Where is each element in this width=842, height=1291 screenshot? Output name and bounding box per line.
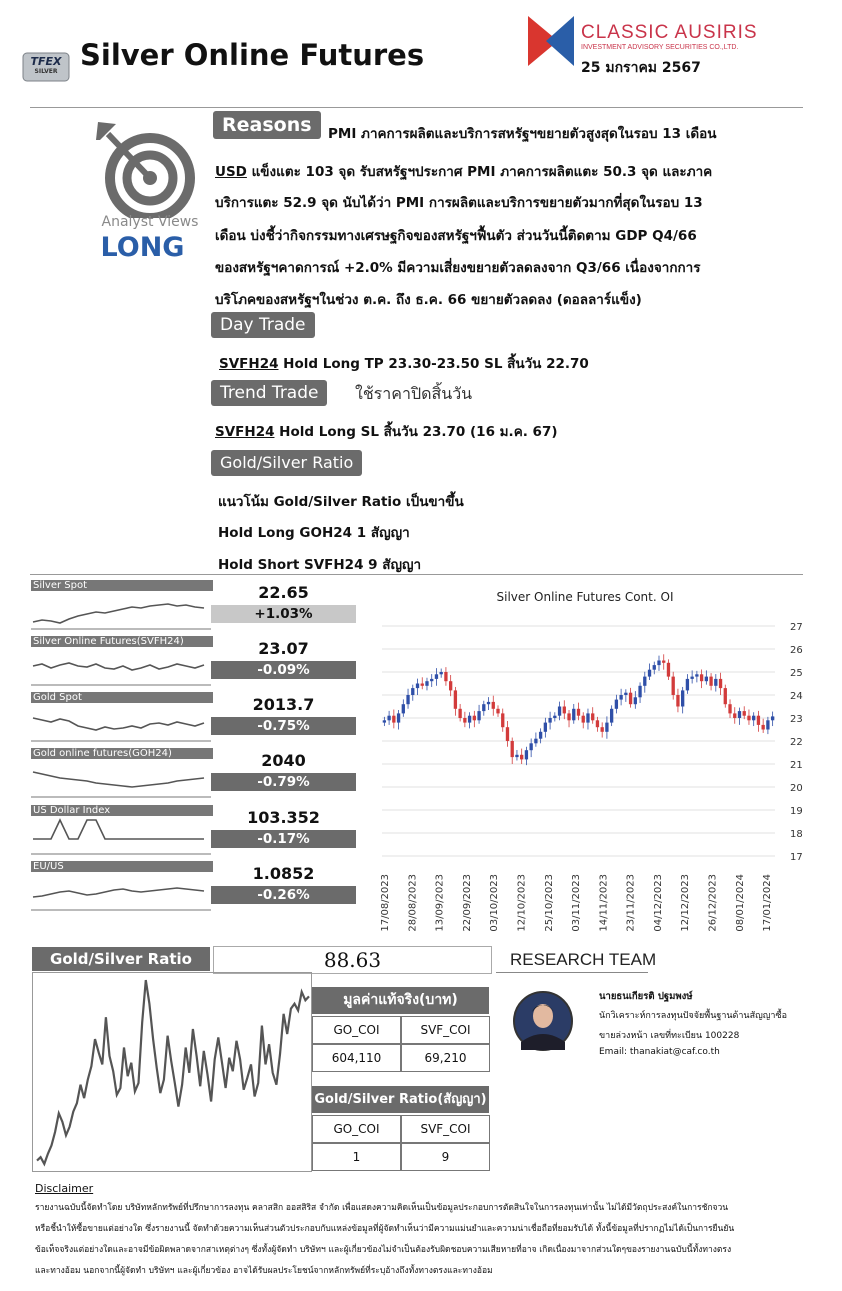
contracts-title: Gold/Silver Ratio(สัญญา) (312, 1086, 489, 1113)
oi-chart-title: Silver Online Futures Cont. OI (496, 590, 674, 604)
candle-body (553, 716, 556, 718)
candle-body (676, 695, 679, 707)
chart-x-tick: 17/01/2024 (762, 874, 774, 932)
candle-body (525, 750, 528, 759)
day-trade-text: Hold Long TP 23.30-23.50 SL สิ้นวัน 22.70 (278, 356, 589, 372)
tile-change: -0.26% (211, 886, 356, 904)
candle-body (700, 674, 703, 681)
candle-body (724, 688, 727, 704)
candle-body (567, 713, 570, 720)
disclaimer-title: Disclaimer (35, 1182, 94, 1195)
chart-y-tick: 20 (790, 783, 803, 794)
reasons-tag: Reasons (213, 111, 321, 139)
classic-ausiris-logo-icon (528, 16, 574, 66)
tile-sparkline-line (33, 718, 204, 730)
chart-x-tick: 26/12/2023 (707, 874, 719, 932)
report-date: 25 มกราคม 2567 (581, 60, 701, 76)
fair-value-val2: 69,210 (401, 1044, 490, 1072)
candle-body (690, 677, 693, 679)
day-trade-symbol: SVFH24 (219, 356, 279, 372)
candle-body (463, 718, 466, 723)
candle-body (563, 707, 566, 714)
candle-body (757, 716, 760, 725)
candle-body (728, 704, 731, 713)
candle-body (477, 711, 480, 720)
tile-value: 23.07 (258, 639, 309, 658)
page-title: Silver Online Futures (80, 38, 425, 72)
market-tile (31, 861, 356, 911)
tile-sparkline-line (33, 820, 204, 839)
candle-body (506, 727, 509, 741)
candle-body (496, 709, 499, 714)
tile-sparkline (31, 648, 211, 686)
chart-x-tick: 22/09/2023 (461, 874, 473, 932)
candle-body (421, 684, 424, 686)
candle-body (638, 686, 641, 698)
candle-body (743, 711, 746, 716)
gs-ratio-chart (32, 972, 312, 1172)
chart-y-tick: 24 (790, 691, 803, 702)
disclaimer-line-2: หรือชี้นำให้ซื้อขายแต่อย่างใด ซึ่งรายงานนี้ จัดทำด้วยความเห็นส่วนตัวประกอบกับแหล่งข้อมูลที่ผู้จัดทำเห็นว่ามีความแม่นยำและความน่าเชื่อถือที่ยอมรับได้ ทั้งนี้ข้อมูลที่ปรากฏไม่ได้เป็นการยืนยัน (35, 1224, 735, 1234)
tile-sparkline (31, 592, 211, 630)
chart-x-tick: 08/01/2024 (734, 874, 746, 932)
market-tile (31, 748, 356, 798)
market-tile (31, 692, 356, 742)
tile-value: 1.0852 (252, 864, 315, 883)
candle-body (397, 713, 400, 722)
contracts-val1: 1 (312, 1143, 401, 1171)
candle-body (662, 661, 665, 663)
analyst-views-label: Analyst Views (101, 214, 199, 230)
gs-ratio-line (37, 980, 309, 1164)
chart-y-tick: 26 (790, 645, 803, 656)
chart-x-tick: 23/11/2023 (625, 874, 637, 932)
candle-body (672, 677, 675, 695)
research-team-underline (496, 972, 648, 973)
candle-body (440, 672, 443, 674)
analyst-role: นักวิเคราะห์การลงทุนปัจจัยพื้นฐานด้านสัญญาซื้อ (599, 1011, 787, 1021)
candle-body (648, 670, 651, 677)
candle-body (392, 716, 395, 723)
candle-body (425, 681, 428, 686)
gs-ratio-line-2: Hold Long GOH24 1 สัญญา (218, 525, 410, 541)
tile-name: Silver Online Futures(SVFH24) (31, 636, 213, 647)
candle-body (619, 695, 622, 700)
tile-sparkline-line (33, 772, 204, 787)
candle-body (591, 713, 594, 720)
contracts-col1: GO_COI (312, 1115, 401, 1143)
day-trade-line (219, 352, 589, 374)
gs-ratio-line-1: แนวโน้ม Gold/Silver Ratio เป็นขาขึ้น (218, 494, 464, 510)
chart-x-tick: 13/09/2023 (434, 874, 446, 932)
tile-sparkline-line (33, 604, 204, 623)
tile-sparkline (31, 760, 211, 798)
candle-body (657, 661, 660, 666)
candle-body (454, 690, 457, 708)
gs-ratio-value: 88.63 (213, 946, 492, 974)
candle-body (515, 755, 518, 757)
tfex-logo-text: TFEX (30, 55, 62, 68)
tile-value: 2040 (261, 751, 306, 770)
candle-body (539, 732, 542, 739)
oi-chart (370, 612, 810, 942)
tile-sparkline (31, 704, 211, 742)
market-tile (31, 805, 356, 855)
analyst-view-value: LONG (100, 232, 185, 263)
trend-trade-line (215, 420, 558, 442)
mid-divider (30, 574, 803, 575)
tile-sparkline (31, 873, 211, 911)
tile-value: 22.65 (258, 583, 309, 602)
candle-body (601, 727, 604, 732)
trend-trade-symbol: SVFH24 (215, 424, 275, 440)
chart-x-tick: 28/08/2023 (407, 874, 419, 932)
gs-ratio-tag: Gold/Silver Ratio (211, 450, 362, 476)
tfex-logo-sub: SILVER (34, 68, 58, 75)
tile-sparkline-line (33, 663, 204, 670)
candle-body (752, 716, 755, 721)
usd-label: USD (215, 164, 247, 180)
day-trade-tag: Day Trade (211, 312, 315, 338)
candle-body (577, 709, 580, 716)
reasons-line-3: เดือน บ่งชี้ว่ากิจกรรมทางเศรษฐกิจของสหรัฐฯฟื้นตัว ส่วนวันนี้ติดตาม GDP Q4/66 (215, 228, 697, 244)
candle-body (501, 713, 504, 727)
trend-trade-note: ใช้ราคาปิดสิ้นวัน (355, 384, 473, 403)
candle-body (615, 700, 618, 709)
candle-body (383, 720, 386, 722)
chart-y-tick: 17 (790, 852, 803, 863)
tile-name: EU/US (31, 861, 213, 872)
candle-body (387, 716, 390, 721)
analyst-avatar (513, 990, 573, 1052)
research-team-title: RESEARCH TEAM (510, 950, 657, 969)
candle-body (643, 677, 646, 686)
chart-x-tick: 25/10/2023 (543, 874, 555, 932)
analyst-name: นายธนเกียรติ ปฐมพงษ์ (599, 991, 693, 1002)
candle-body (435, 674, 438, 679)
fair-value-title: มูลค่าแท้จริง(บาท) (312, 987, 489, 1014)
candle-body (444, 672, 447, 681)
fair-value-col2: SVF_COI (401, 1016, 490, 1044)
candle-body (624, 693, 627, 695)
brand-name: CLASSIC AUSIRIS (581, 22, 758, 43)
chart-x-tick: 04/12/2023 (652, 874, 664, 932)
candle-body (492, 702, 495, 709)
tile-name: Gold Spot (31, 692, 213, 703)
disclaimer-line-1: รายงานฉบับนี้จัดทำโดย บริษัทหลักทรัพย์ที่ปรึกษาการลงทุน คลาสสิก ออสสิริส จำกัด เพื่อแสดงความคิดเห็นเป็นข้อมูลประกอบการตัดสินใจในการลงทุนเท่านั้น ไม่ได้มีวัตถุประสงค์ในการชักจวน (35, 1203, 729, 1213)
chart-y-tick: 23 (790, 714, 803, 725)
candle-body (511, 741, 514, 757)
header-divider (30, 107, 803, 108)
contracts-val2: 9 (401, 1143, 490, 1171)
reasons-line-5: บริโภคของสหรัฐฯในช่วง ต.ค. ถึง ธ.ค. 66 ขยายตัวลดลง (ดอลลาร์แข็ง) (215, 292, 642, 308)
candle-body (586, 713, 589, 722)
candle-body (411, 688, 414, 695)
candle-body (771, 716, 774, 720)
candle-body (430, 679, 433, 681)
tfex-logo (22, 52, 70, 82)
reasons-line-2: บริการแตะ 52.9 จุด นับได้ว่า PMI การผลิตและบริการขยายตัวมากที่สุดในรอบ 13 (215, 195, 703, 211)
disclaimer-line-3: ข้อเท็จจริงแต่อย่างใดและอาจมีข้อผิดพลาดจากสาเหตุต่างๆ ซึ่งทั้งผู้จัดทำ บริษัทฯ และผู้เกี่ยวข้องไม่จำเป็นต้องรับผิดชอบความเสียหายที่อาจ เกิดเนื่องมาจากส่วนใดๆของรายงานฉบับนี้ทั้งทางตรง (35, 1245, 732, 1255)
chart-x-tick: 14/11/2023 (598, 874, 610, 932)
candle-body (558, 707, 561, 716)
reasons-headline: PMI ภาคการผลิตและบริการสหรัฐฯขยายตัวสูงสุดในรอบ 13 เดือน (328, 126, 717, 142)
candle-body (695, 674, 698, 676)
chart-y-tick: 19 (790, 806, 803, 817)
candle-body (766, 720, 769, 729)
tile-sparkline (31, 817, 211, 855)
gs-ratio-panel-title: Gold/Silver Ratio (32, 947, 210, 971)
gs-ratio-line-3: Hold Short SVFH24 9 สัญญา (218, 557, 422, 573)
tile-name: Gold online futures(GOH24) (31, 748, 213, 759)
candle-body (548, 718, 551, 723)
candle-body (686, 679, 689, 691)
candle-body (520, 755, 523, 760)
candle-body (705, 677, 708, 682)
tile-name: Silver Spot (31, 580, 213, 591)
tile-change: -0.75% (211, 717, 356, 735)
candle-body (681, 690, 684, 706)
analyst-license: ขายล่วงหน้า เลขที่ทะเบียน 100228 (599, 1031, 740, 1041)
candle-body (747, 716, 750, 721)
tile-change: -0.79% (211, 773, 356, 791)
chart-y-tick: 27 (790, 622, 803, 633)
disclaimer-line-4: และทางอ้อม นอกจากนี้ผู้จัดทำ บริษัทฯ และผู้เกี่ยวข้อง อาจได้รับผลประโยชน์จากหลักทรัพย์ที่ระบุอ้างถึงทั้งทางตรงและทางอ้อม (35, 1266, 493, 1276)
chart-x-tick: 03/10/2023 (489, 874, 501, 932)
candle-body (667, 663, 670, 677)
candle-body (714, 679, 717, 686)
candle-body (468, 716, 471, 723)
tile-name: US Dollar Index (31, 805, 213, 816)
candle-body (738, 711, 741, 718)
candle-body (406, 695, 409, 704)
chart-y-tick: 18 (790, 829, 803, 840)
reasons-line-1 (215, 160, 712, 182)
chart-x-tick: 12/12/2023 (680, 874, 692, 932)
reasons-line-1-text: แข็งแตะ 103 จุด รับสหรัฐฯประกาศ PMI ภาคการผลิตแตะ 50.3 จุด และภาค (251, 164, 713, 180)
candle-body (596, 720, 599, 727)
candle-body (416, 684, 419, 689)
market-tile (31, 580, 356, 630)
fair-value-val1: 604,110 (312, 1044, 401, 1072)
candle-body (529, 743, 532, 750)
reasons-line-4: ของสหรัฐฯคาดการณ์ +2.0% มีความเสี่ยงขยายตัวลดลงจาก Q3/66 เนื่องจากการ (215, 260, 701, 276)
candle-body (458, 709, 461, 718)
tile-change: +1.03% (211, 605, 356, 623)
target-icon (90, 118, 200, 218)
candle-body (482, 704, 485, 711)
fair-value-col1: GO_COI (312, 1016, 401, 1044)
candle-body (653, 665, 656, 670)
candle-body (534, 739, 537, 744)
chart-y-tick: 21 (790, 760, 803, 771)
tile-change: -0.17% (211, 830, 356, 848)
tile-sparkline-line (33, 888, 204, 897)
tile-value: 103.352 (247, 808, 320, 827)
tile-change: -0.09% (211, 661, 356, 679)
candle-body (449, 681, 452, 690)
candle-body (610, 709, 613, 723)
candle-body (605, 723, 608, 732)
chart-y-tick: 25 (790, 668, 803, 679)
chart-x-tick: 17/08/2023 (380, 874, 391, 932)
analyst-email: Email: thanakiat@caf.co.th (599, 1047, 720, 1057)
chart-x-tick: 03/11/2023 (571, 874, 583, 932)
contracts-col2: SVF_COI (401, 1115, 490, 1143)
candle-body (572, 709, 575, 721)
candle-body (487, 702, 490, 704)
candle-body (709, 677, 712, 686)
trend-trade-text: Hold Long SL สิ้นวัน 23.70 (16 ม.ค. 67) (274, 424, 558, 440)
trend-trade-tag: Trend Trade (211, 380, 327, 406)
candle-body (634, 697, 637, 704)
candle-body (544, 723, 547, 732)
chart-x-tick: 12/10/2023 (516, 874, 528, 932)
candle-body (582, 716, 585, 723)
chart-y-tick: 22 (790, 737, 803, 748)
brand-subtitle: INVESTMENT ADVISORY SECURITIES CO.,LTD. (581, 44, 739, 51)
candle-body (733, 713, 736, 718)
candle-body (719, 679, 722, 688)
candle-body (762, 725, 765, 730)
candle-body (473, 716, 476, 721)
tile-value: 2013.7 (252, 695, 315, 714)
market-tile (31, 636, 356, 686)
candle-body (629, 693, 632, 705)
candle-body (402, 704, 405, 713)
